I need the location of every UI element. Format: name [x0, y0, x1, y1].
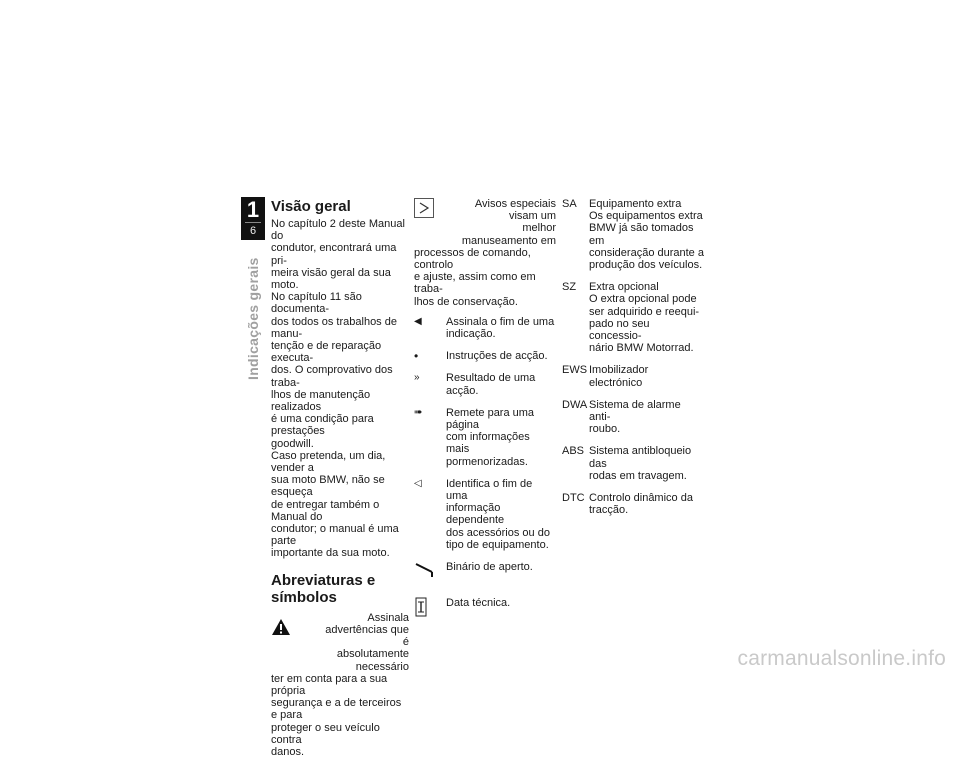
chapter-side-title: Indicações gerais: [245, 257, 261, 380]
chapter-number: 1: [246, 197, 260, 222]
symbol-description: Binário de aperto.: [446, 561, 533, 574]
abbreviation-description: Sistema de alarme anti- roubo.: [589, 398, 681, 436]
triangle-left-icon: ◀: [414, 315, 422, 327]
abbreviation-row: [562, 198, 704, 271]
left-column: [271, 198, 409, 758]
symbol-description: Resultado de uma acção.: [446, 372, 536, 397]
warning-text-rest: ter em conta para a sua própria segurança e a de terceiros e para proteger o seu veículo contra danos.: [271, 672, 402, 758]
symbol-row-result: [414, 372, 556, 396]
symbol-row-torque: [414, 561, 556, 581]
symbol-description: Identifica o fim de uma informação dependente dos acessórios ou do tipo de equipamento.: [446, 477, 550, 551]
chapter-marker: [241, 197, 265, 240]
heading-abbreviations: Abreviaturas e símbolos: [271, 571, 376, 606]
arrow-right-icon: ➠: [414, 406, 423, 418]
abbreviation-description: Sistema antibloqueio das rodas em travagem.: [589, 445, 692, 482]
abbreviation-row: [562, 399, 704, 436]
symbol-row-end-of-note: [414, 316, 556, 340]
symbol-description: Remete para uma página com informações mais pormenorizadas.: [446, 406, 535, 468]
triangle-outline-icon: ◁: [414, 477, 422, 489]
abbreviation-code: DTC: [562, 492, 585, 505]
overview-paragraph: No capítulo 2 deste Manual do condutor, encontrará uma pri- meira visão geral da sua moto. No capítulo 11 são documenta- dos todos os trabalhos de manu- tenção e de reparação executa- dos. O comprovativo dos traba- lhos de manutenção realizados é uma condição para prestações goodwill. Caso pretenda, um dia, vender a sua moto BMW, não se esqueça de entregar também o Manual do condutor; o manual é uma parte importante da sua moto.: [271, 218, 405, 560]
warning-block: [271, 612, 409, 758]
middle-column: [414, 198, 556, 631]
symbol-row-page-reference: [414, 407, 556, 468]
abbreviation-description: Controlo dinâmico da tracção.: [589, 492, 693, 517]
abbreviation-code: DWA: [562, 398, 588, 411]
notice-text-first: Avisos especiais visam um melhor manuseamento em: [461, 198, 556, 247]
double-chevron-icon: »: [414, 372, 420, 384]
abbreviation-row: [562, 445, 704, 482]
symbol-row-instructions: [414, 350, 556, 362]
abbreviation-description: Equipamento extra Os equipamentos extra BMW já são tomados em consideração durante a produção dos veículos.: [589, 198, 704, 272]
heading-overview: Visão geral: [271, 198, 351, 215]
abbreviation-row: [562, 492, 704, 516]
notice-block: [414, 198, 556, 308]
abbreviation-description: Imobilizador electrónico: [589, 364, 649, 389]
abbreviation-code: EWS: [562, 364, 588, 377]
right-column: [562, 198, 704, 526]
symbol-row-accessory-info: [414, 478, 556, 551]
abbreviation-code: ABS: [562, 445, 585, 458]
chapter-divider: [245, 222, 261, 223]
abbreviation-code: SZ: [562, 281, 577, 294]
warning-triangle-icon: [271, 618, 291, 636]
symbol-description: Assinala o fim de uma indicação.: [446, 315, 555, 341]
abbreviation-description: Extra opcional O extra opcional pode ser adquirido e reequi- pado no seu concessio- nário BMW Motorrad.: [589, 281, 700, 355]
notice-icon: [414, 198, 434, 218]
abbreviation-row: [562, 281, 704, 354]
symbol-list: [414, 316, 556, 622]
page-number: 6: [249, 225, 257, 237]
torque-wrench-icon: [414, 561, 446, 581]
abbreviation-row: [562, 364, 704, 388]
technical-data-icon: [414, 597, 446, 621]
symbol-row-technical-data: [414, 597, 556, 621]
watermark-text: carmanualsonline.info: [737, 647, 946, 670]
notice-text-rest: processos de comando, controlo e ajuste, assim como em traba- lhos de conservação.: [414, 246, 536, 308]
bullet-icon: •: [414, 349, 419, 364]
warning-text-first: Assinala advertências que é absolutamente necessário: [325, 611, 409, 673]
symbol-description: Instruções de acção.: [446, 350, 548, 363]
symbol-description: Data técnica.: [446, 597, 511, 610]
abbreviation-code: SA: [562, 198, 577, 210]
